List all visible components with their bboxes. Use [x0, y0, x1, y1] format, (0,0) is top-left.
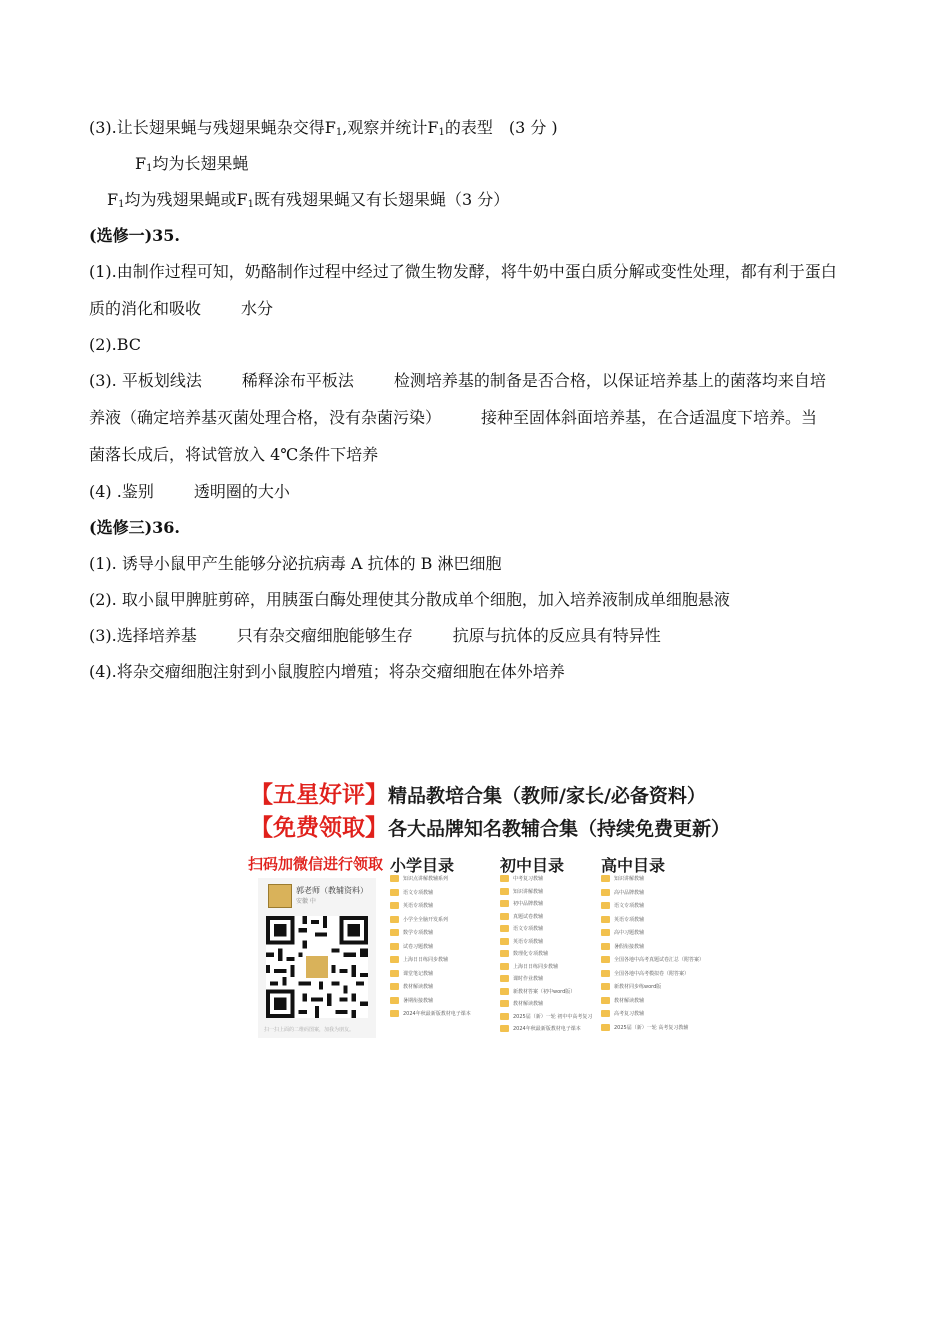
q3-prompt-line: (3).让长翅果蝇与残翅果蝇杂交得$F_1$,观察并统计$F_1$的表型 (3 分 ) [89, 118, 558, 138]
promo-banner [246, 770, 731, 1045]
catalog-item[interactable] [601, 929, 704, 943]
folder-icon [390, 916, 399, 923]
catalog-item-label: 2025届（新）一轮 初中中高考复习 [513, 1013, 593, 1020]
x3-q1: (1). 诱导小鼠甲产生能够分泌抗病毒 A 抗体的 B 淋巴细胞 [89, 554, 502, 573]
catalog-list [500, 875, 592, 1038]
catalog-item-label: 上海日日练同步教辅 [403, 957, 449, 963]
folder-icon [500, 900, 509, 907]
catalog-item[interactable] [601, 956, 704, 970]
catalog-item-label: 小学全全脑开发系列 [403, 916, 449, 923]
catalog-senior [601, 853, 704, 1037]
banner-line-2: 【免费领取】各大品牌知名教辅合集（持续免费更新） [250, 814, 731, 841]
folder-icon [500, 950, 509, 957]
folder-icon [390, 902, 399, 909]
catalog-item[interactable] [500, 950, 592, 963]
catalog-item[interactable] [500, 888, 592, 901]
x1-q4: (4) .鉴别 透明圈的大小 [89, 482, 290, 501]
catalog-item[interactable] [500, 925, 592, 938]
catalog-item[interactable] [390, 1010, 471, 1024]
qr-code-icon[interactable] [266, 916, 368, 1018]
catalog-item-label: 高中习题教辅 [614, 930, 645, 936]
folder-icon [500, 988, 509, 995]
catalog-item[interactable] [601, 875, 704, 889]
catalog-item[interactable] [390, 997, 471, 1011]
folder-icon [500, 975, 509, 982]
catalog-item-label: 全国各地中高考模拟卷（附答案） [614, 970, 690, 977]
elective-1-heading: (选修一)35. [89, 226, 180, 245]
folder-icon [390, 943, 399, 950]
q3-option-1: $F_1$均为长翅果蝇 [135, 154, 249, 174]
catalog-item[interactable] [601, 997, 704, 1011]
catalog-item[interactable] [601, 983, 704, 997]
catalog-item[interactable] [390, 929, 471, 943]
catalog-item-label: 教材解读教辅 [614, 997, 645, 1004]
catalog-item-label: 新教材答案（初中word版） [513, 988, 576, 995]
catalog-item[interactable] [500, 1000, 592, 1013]
catalog-item[interactable] [601, 1024, 704, 1038]
folder-icon [500, 938, 509, 945]
folder-icon [390, 997, 399, 1004]
folder-icon [601, 929, 610, 936]
folder-icon [390, 929, 399, 936]
catalog-item-label: 教材解读教辅 [513, 1001, 544, 1007]
catalog-item-label: 英语专项教辅 [614, 916, 645, 923]
folder-icon [390, 956, 399, 963]
catalog-list [601, 875, 704, 1037]
catalog-item[interactable] [390, 916, 471, 930]
catalog-item-label: 教材解读教辅 [403, 984, 434, 990]
folder-icon [601, 902, 610, 909]
folder-icon [500, 1025, 509, 1032]
catalog-title: 小学目录 [390, 856, 455, 875]
folder-icon [601, 970, 610, 977]
catalog-item-label: 2024年秋最新版教材电子课本 [513, 1026, 581, 1032]
banner-line-1: 【五星好评】精品教培合集（教师/家长/必备资料） [250, 781, 706, 808]
folder-icon [601, 1010, 610, 1017]
catalog-item[interactable] [390, 902, 471, 916]
catalog-item[interactable] [500, 913, 592, 926]
x1-q1-line1: (1).由制作过程可知，奶酪制作过程中经过了微生物发酵，将牛奶中蛋白质分解或变性处理，都有利于蛋白 [89, 262, 837, 281]
wechat-card [258, 878, 376, 1038]
catalog-item[interactable] [390, 983, 471, 997]
catalog-item-label: 知识讲解教辅 [614, 876, 645, 882]
catalog-item[interactable] [390, 889, 471, 903]
folder-icon [390, 1010, 399, 1017]
catalog-item[interactable] [500, 875, 592, 888]
catalog-item-label: 全国各地中高考真题试卷汇总（附答案） [614, 957, 705, 963]
catalog-item[interactable] [500, 975, 592, 988]
x1-q3-line3: 菌落长成后，将试管放入 4℃条件下培养 [89, 445, 379, 464]
folder-icon [390, 983, 399, 990]
x3-q2: (2). 取小鼠甲脾脏剪碎，用胰蛋白酶处理使其分散成单个细胞，加入培养液制成单细胞悬液 [89, 590, 730, 609]
catalog-item[interactable] [390, 956, 471, 970]
catalog-item[interactable] [601, 943, 704, 957]
catalog-item[interactable] [500, 963, 592, 976]
folder-icon [601, 916, 610, 923]
folder-icon [500, 1000, 509, 1007]
folder-icon [601, 1024, 610, 1031]
folder-icon [601, 983, 610, 990]
folder-icon [500, 925, 509, 932]
catalog-item-label: 课时作业教辅 [513, 976, 544, 982]
folder-icon [601, 997, 610, 1004]
folder-icon [500, 875, 509, 882]
catalog-item-label: 初中品牌教辅 [513, 901, 544, 907]
catalog-item[interactable] [500, 1025, 592, 1038]
catalog-item-label: 高中品牌教辅 [614, 889, 645, 896]
q3-option-2: $F_1$均为残翅果蝇或$F_1$既有残翅果蝇又有长翅果蝇（3 分） [107, 190, 510, 210]
folder-icon [601, 875, 610, 882]
catalog-item-label: 知识讲解教辅 [513, 888, 544, 895]
folder-icon [500, 963, 509, 970]
catalog-item-label: 真题试卷教辅 [513, 913, 544, 920]
catalog-item[interactable] [500, 988, 592, 1001]
catalog-item-label: 课堂笔记教辅 [403, 970, 434, 977]
catalog-item[interactable] [500, 900, 592, 913]
catalog-item-label: 2025届（新）一轮 高考复习教辅 [614, 1024, 689, 1031]
x3-q3: (3).选择培养基 只有杂交瘤细胞能够生存 抗原与抗体的反应具有特异性 [89, 626, 661, 645]
folder-icon [500, 913, 509, 920]
catalog-item-label: 上海日日练同步教辅 [513, 963, 559, 970]
catalog-item-label: 数学专项教辅 [403, 930, 434, 936]
qr-hint: 扫一扫上面的二维码图案，加我为朋友。 [264, 1027, 355, 1033]
catalog-item[interactable] [500, 938, 592, 951]
catalog-item-label: 高考复习教辅 [614, 1011, 645, 1017]
catalog-item-label: 2024年秋最新版教材电子课本 [403, 1011, 471, 1017]
catalog-item[interactable] [500, 1013, 592, 1026]
folder-icon [601, 943, 610, 950]
elective-3-heading: (选修三)36. [89, 518, 180, 537]
folder-icon [390, 875, 399, 882]
catalog-item[interactable] [601, 902, 704, 916]
catalog-item[interactable] [390, 970, 471, 984]
catalog-title: 初中目录 [500, 856, 565, 875]
catalog-item-label: 试卷习题教辅 [403, 943, 434, 950]
scan-prompt: 扫码加微信进行领取 [248, 855, 384, 873]
folder-icon [500, 888, 509, 895]
avatar [268, 884, 292, 908]
folder-icon [601, 889, 610, 896]
q3-prompt: (3).让长翅果蝇与残翅果蝇杂交得 [89, 118, 325, 137]
catalog-item-label: 数理化专项教辅 [513, 951, 549, 957]
teacher-location: 安徽 中 [296, 898, 316, 905]
catalog-item-label: 语文专项教辅 [513, 926, 544, 932]
catalog-item[interactable] [390, 875, 471, 889]
x3-q4: (4).将杂交瘤细胞注射到小鼠腹腔内增殖；将杂交瘤细胞在体外培养 [89, 662, 565, 681]
x1-q2: (2).BC [89, 335, 142, 354]
catalog-item-label: 新教材同步练word版 [614, 984, 662, 990]
folder-icon [500, 1013, 509, 1020]
folder-icon [390, 889, 399, 896]
x1-q3-line2: 养液（确定培养基灭菌处理合格，没有杂菌污染） 接种至固体斜面培养基，在合适温度下培养。当 [89, 408, 818, 427]
catalog-item[interactable] [601, 970, 704, 984]
catalog-list [390, 875, 471, 1024]
catalog-item[interactable] [601, 1010, 704, 1024]
catalog-primary [390, 853, 471, 1024]
catalog-item[interactable] [601, 916, 704, 930]
catalog-item-label: 暑假衔接教辅 [614, 943, 645, 950]
catalog-item-label: 中考复习教辅 [513, 876, 544, 882]
catalog-title: 高中目录 [601, 856, 666, 875]
catalog-item-label: 语文专项教辅 [403, 889, 434, 896]
teacher-name: 郭老师（教辅资料） [296, 886, 368, 895]
folder-icon [390, 970, 399, 977]
catalog-item-label: 语文专项教辅 [614, 903, 645, 909]
catalog-item-label: 知识点讲解教辅系列 [403, 876, 449, 882]
catalog-item[interactable] [390, 943, 471, 957]
catalog-item-label: 英语专项教辅 [403, 903, 434, 909]
catalog-item-label: 英语专项教辅 [513, 938, 544, 945]
catalog-junior [500, 853, 592, 1038]
x1-q1-line2: 质的消化和吸收 水分 [89, 299, 274, 318]
x1-q3-line1: (3). 平板划线法 稀释涂布平板法 检测培养基的制备是否合格，以保证培养基上的菌落均来自培 [89, 371, 826, 390]
folder-icon [601, 956, 610, 963]
catalog-item[interactable] [601, 889, 704, 903]
catalog-item-label: 暑期衔接教辅 [403, 997, 434, 1004]
